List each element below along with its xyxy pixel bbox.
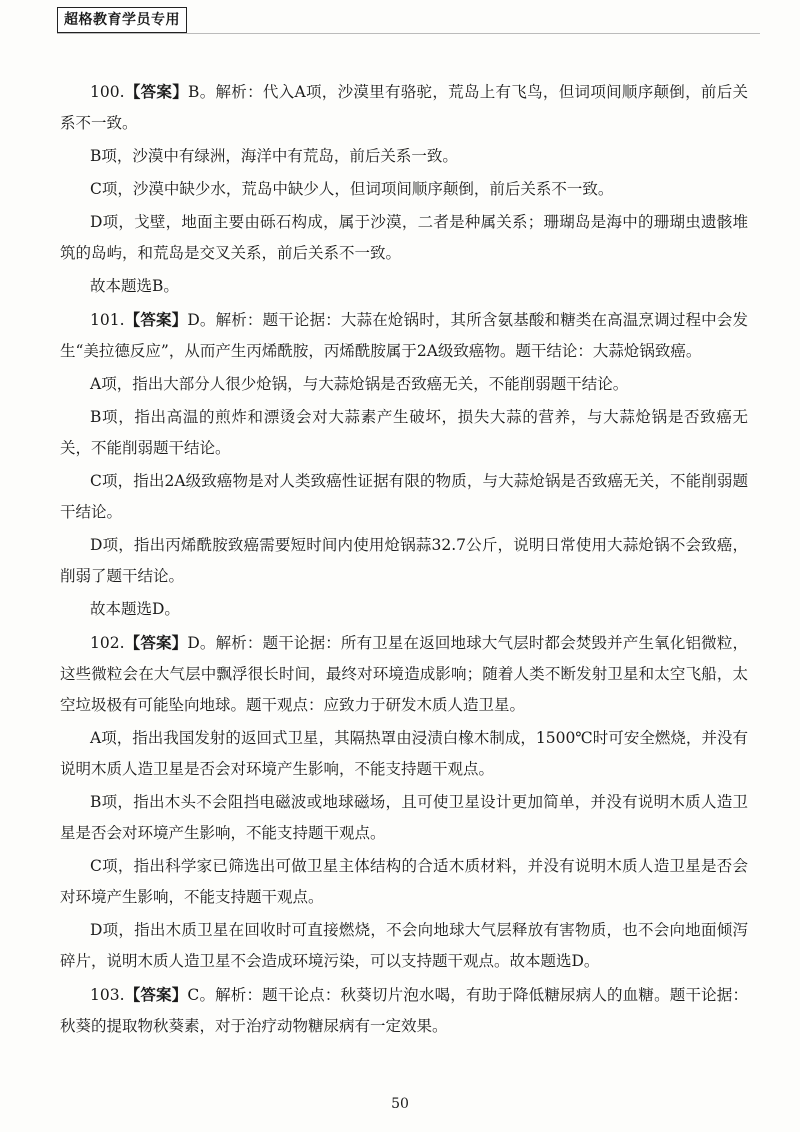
question-lead-text: B。解析：代入A项，沙漠里有骆驼，荒岛上有飞鸟，但词项间顺序颠倒，前后关系不一致。: [60, 83, 748, 132]
conclusion-paragraph: 故本题选B。: [90, 277, 179, 295]
explanation-paragraph: D项，指出木质卫星在回收时可直接燃烧，不会向地球大气层释放有害物质，也不会向地面倾泻碎片，说明木质人造卫星不会造成环境污染，可以支持题干观点。故本题选D。: [60, 921, 748, 970]
question-lead: [60, 627, 748, 721]
explanation-paragraph: B项，指出高温的煎炸和漂烫会对大蒜素产生破坏，损失大蒜的营养，与大蒜炝锅是否致癌无关，不能削弱题干结论。: [60, 408, 748, 457]
explanation-paragraph: A项，指出大部分人很少炝锅，与大蒜炝锅是否致癌无关，不能削弱题干结论。: [90, 375, 629, 393]
explanation-paragraph: C项，指出2A级致癌物是对人类致癌性证据有限的物质，与大蒜炝锅是否致癌无关，不能削弱题干结论。: [60, 472, 748, 521]
conclusion-paragraph: 故本题选D。: [90, 600, 180, 618]
answer-label: 【答案】: [124, 633, 188, 652]
answer-explanations: [60, 76, 748, 1044]
question-block: [60, 627, 748, 977]
answer-label: 【答案】: [124, 82, 189, 101]
explanation-paragraph: C项，沙漠中缺少水，荒岛中缺少人，但词项间顺序颠倒，前后关系不一致。: [90, 180, 614, 198]
explanation-paragraph: D项，戈壁，地面主要由砾石构成，属于沙漠，二者是种属关系；珊瑚岛是海中的珊瑚虫遗骸堆筑的岛屿，和荒岛是交叉关系，前后关系不一致。: [60, 213, 748, 262]
question-lead: [60, 304, 748, 367]
question-number: 100.: [90, 83, 125, 101]
explanation-paragraph: B项，沙漠中有绿洲，海洋中有荒岛，前后关系一致。: [90, 147, 458, 165]
question-number: 101.: [90, 311, 125, 329]
question-block: [60, 76, 748, 302]
explanation-paragraph: D项，指出丙烯酰胺致癌需要短时间内使用炝锅蒜32.7公斤，说明日常使用大蒜炝锅不会致癌，削弱了题干结论。: [60, 536, 748, 585]
question-number: 103.: [90, 986, 125, 1004]
answer-label: 【答案】: [124, 985, 188, 1004]
question-lead-text: C。解析：题干论点：秋葵切片泡水喝，有助于降低糖尿病人的血糖。题干论据：秋葵的提取物秋葵素，对于治疗动物糖尿病有一定效果。: [60, 986, 748, 1035]
answer-label: 【答案】: [124, 310, 188, 329]
question-block: [60, 979, 748, 1042]
question-lead: [60, 979, 748, 1042]
question-lead-text: D。解析：题干论据：所有卫星在返回地球大气层时都会焚毁并产生氧化铝微粒，这些微粒会在大气层中飘浮很长时间，最终对环境造成影响；随着人类不断发射卫星和太空飞船，太空垃圾极有可能坠向地球。题干观点：应致力于研发木质人造卫星。: [60, 634, 748, 714]
header-divider: [57, 33, 760, 34]
question-block: [60, 304, 748, 625]
question-number: 102.: [90, 634, 125, 652]
explanation-paragraph: B项，指出木头不会阻挡电磁波或地球磁场，且可使卫星设计更加简单，并没有说明木质人造卫星是否会对环境产生影响，不能支持题干观点。: [60, 793, 748, 842]
explanation-paragraph: A项，指出我国发射的返回式卫星，其隔热罩由浸渍白橡木制成，1500℃时可安全燃烧，并没有说明木质人造卫星是否会对环境产生影响，不能支持题干观点。: [60, 729, 748, 778]
explanation-paragraph: C项，指出科学家已筛选出可做卫星主体结构的合适木质材料，并没有说明木质人造卫星是否会对环境产生影响，不能支持题干观点。: [60, 857, 748, 906]
page-number: 50: [391, 1096, 409, 1112]
question-lead: [60, 76, 748, 139]
question-lead-text: D。解析：题干论据：大蒜在炝锅时，其所含氨基酸和糖类在高温烹调过程中会发生“美拉德反应”，从而产生丙烯酰胺，丙烯酰胺属于2A级致癌物。题干结论：大蒜炝锅致癌。: [60, 311, 748, 360]
header-tag: 超格教育学员专用: [57, 7, 187, 33]
